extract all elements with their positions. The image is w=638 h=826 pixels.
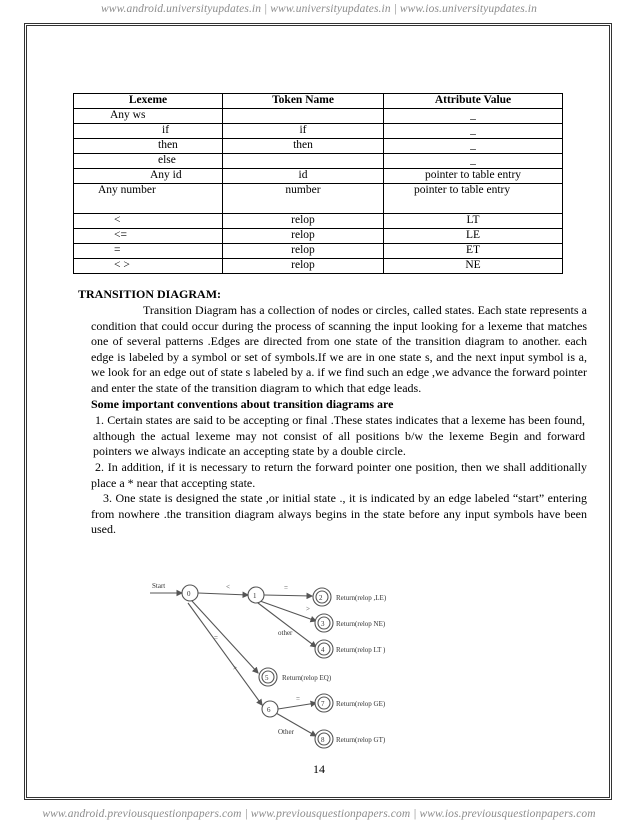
table-row	[74, 139, 563, 154]
lexeme-cell: =	[74, 244, 223, 259]
edge-label: >	[306, 605, 310, 613]
edge-label: =	[214, 634, 218, 642]
edge-label: <	[226, 583, 230, 591]
attribute-cell: pointer to table entry	[384, 169, 563, 184]
table-row	[74, 154, 563, 169]
watermark-bottom: www.android.previousquestionpapers.com | www.previousquestionpapers.com | www.ios.previousquestionpapers.com	[42, 808, 596, 820]
lexeme-cell: if	[74, 124, 223, 139]
token-cell: relop	[223, 244, 384, 259]
diagram-labels	[152, 582, 387, 744]
edge-label: other	[278, 629, 293, 637]
state-label: 8	[321, 736, 325, 744]
token-cell: then	[223, 139, 384, 154]
attribute-cell	[384, 184, 563, 214]
attribute-cell: ET	[384, 244, 563, 259]
attribute-text: pointer to table entry	[414, 184, 511, 196]
state-label: 4	[321, 646, 325, 654]
token-cell	[223, 109, 384, 124]
table-row	[74, 229, 563, 244]
token-cell: relop	[223, 214, 384, 229]
lexeme-cell: < >	[74, 259, 223, 274]
convention-point-2: 2. In addition, if it is necessary to return the forward pointer one position, then we shall additionally place a * near that accepting state.	[91, 460, 587, 490]
attribute-cell: _	[384, 109, 563, 124]
state-label: 5	[265, 674, 269, 682]
watermark-top: www.android.universityupdates.in | www.universityupdates.in | www.ios.universityupdates.in	[101, 3, 537, 15]
attribute-cell: LE	[384, 229, 563, 244]
edge-label: >	[233, 664, 237, 672]
attribute-cell: _	[384, 154, 563, 169]
convention-point-1	[93, 413, 585, 460]
header-lexeme: Lexeme	[74, 94, 223, 109]
state-label: 1	[253, 592, 257, 600]
transition-diagram	[150, 577, 470, 752]
token-cell: number	[223, 184, 384, 214]
table-row	[74, 214, 563, 229]
start-label: Start	[152, 582, 166, 590]
edge-label: =	[284, 584, 288, 592]
return-label: Return(relop GT)	[336, 736, 386, 744]
return-label: Return(relop GE)	[336, 700, 386, 708]
point-1-text: 1. Certain states are said to be accepting or final .These states indicates that a lexeme has been found, although the actual lexeme may not consist of all positions b/w the lexeme Begin and forward pointers we always indicate an accepting state by a double circle.	[93, 413, 585, 459]
state-label: 6	[267, 706, 271, 714]
return-label: Return(relop LT )	[336, 646, 386, 654]
table-row	[74, 124, 563, 139]
table-header-row	[74, 94, 563, 109]
page-number: 14	[313, 762, 325, 776]
header-token-name: Token Name	[223, 94, 384, 109]
lexeme-cell: else	[74, 154, 223, 169]
state-label: 2	[319, 594, 323, 602]
token-cell: id	[223, 169, 384, 184]
state-label: 3	[321, 620, 325, 628]
table-row	[74, 244, 563, 259]
header-attribute-value: Attribute Value	[384, 94, 563, 109]
table-row	[74, 184, 563, 214]
table-row	[74, 259, 563, 274]
lexeme-cell: <	[74, 214, 223, 229]
section-heading: TRANSITION DIAGRAM:	[78, 287, 222, 301]
token-cell: relop	[223, 259, 384, 274]
return-label: Return(relop EQ)	[282, 674, 332, 682]
token-cell: if	[223, 124, 384, 139]
table-row	[74, 109, 563, 124]
table-row	[74, 169, 563, 184]
conventions-subheading: Some important conventions about transition diagrams are	[91, 397, 394, 411]
convention-point-3: 3. One state is designed the state ,or initial state ., it is indicated by an edge labeled “start” entering from nowhere .the transition diagram always begins in the state before any input symbols have been used.	[91, 491, 587, 537]
lexeme-cell: <=	[74, 229, 223, 244]
lexeme-cell: then	[74, 139, 223, 154]
edge-label: =	[296, 695, 300, 703]
attribute-cell: _	[384, 124, 563, 139]
edge-label: Other	[278, 728, 294, 736]
diagram-states	[182, 585, 333, 748]
attribute-cell: LT	[384, 214, 563, 229]
token-cell: relop	[223, 229, 384, 244]
state-label: 7	[321, 700, 325, 708]
lexeme-cell: Any number	[74, 184, 223, 214]
return-label: Return(relop ,LE)	[336, 594, 387, 602]
lexeme-cell: Any ws	[74, 109, 223, 124]
lexeme-token-table	[73, 93, 563, 274]
lexeme-cell: Any id	[74, 169, 223, 184]
token-cell	[223, 154, 384, 169]
attribute-cell: NE	[384, 259, 563, 274]
state-label: 0	[187, 590, 191, 598]
return-label: Return(relop NE)	[336, 620, 386, 628]
attribute-cell: _	[384, 139, 563, 154]
paragraph-definition: Transition Diagram has a collection of nodes or circles, called states. Each state represents a condition that could occur during the process of scanning the input looking for a lexeme that matches one of several patterns .Edges are directed from one state of the transition diagram to another. each edge is labeled by a symbol or set of symbols.If we are in one state s, and the next input symbol is a, we look for an edge out of state s labeled by a. if we find such an edge ,we advance the forward pointer and enter the state of the transition diagram to which that edge leads.	[91, 303, 587, 395]
